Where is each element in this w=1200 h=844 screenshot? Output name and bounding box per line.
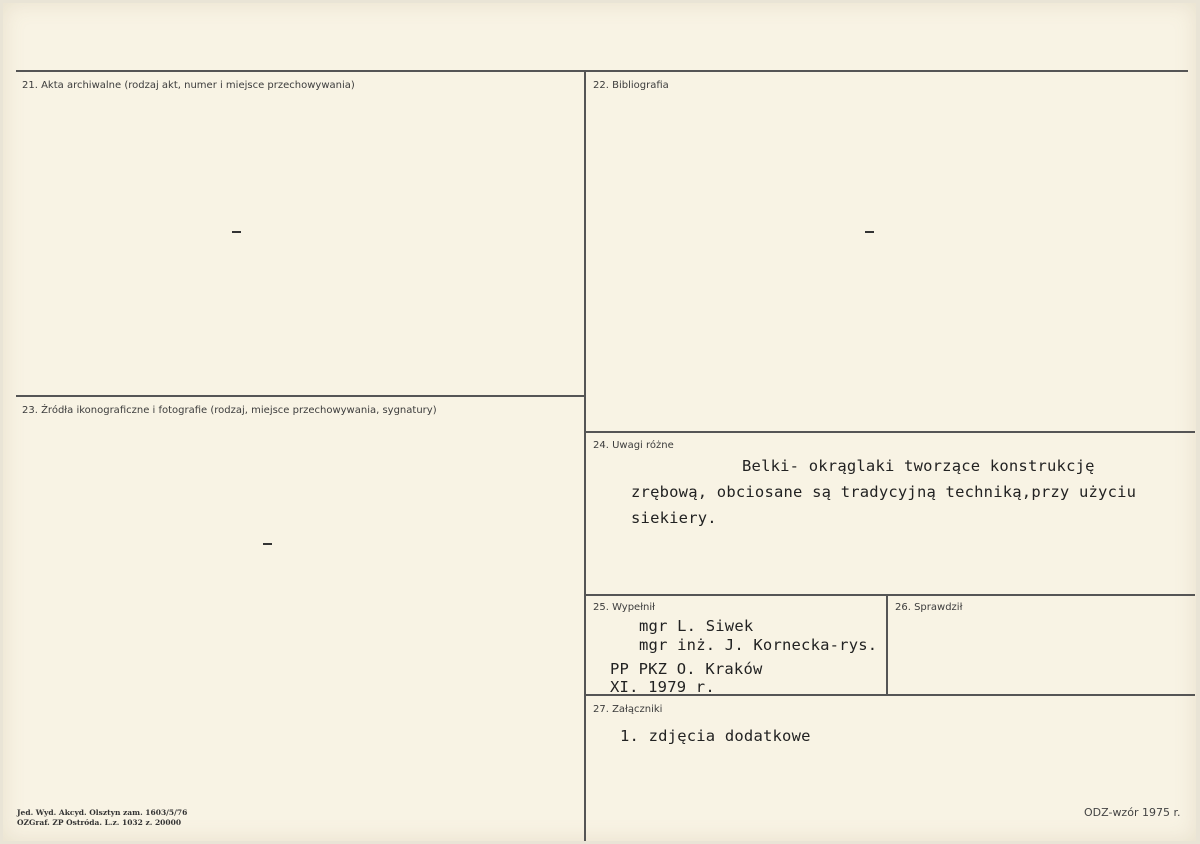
right-rule-24 xyxy=(585,431,1195,433)
section-27-label: 27. Załączniki xyxy=(593,704,663,715)
section-25-line-4: XI. 1979 r. xyxy=(610,678,715,696)
record-card xyxy=(3,3,1196,841)
section-25-line-3: PP PKZ O. Kraków xyxy=(610,660,763,678)
section-22-empty-mark xyxy=(865,231,874,233)
section-24-line-1: Belki- okrąglaki tworzące konstrukcję xyxy=(742,457,1095,475)
section-26-label: 26. Sprawdził xyxy=(895,602,963,613)
section-22-label: 22. Bibliografia xyxy=(593,80,669,91)
left-mid-rule xyxy=(16,395,585,397)
section-21-empty-mark xyxy=(232,231,241,233)
section-25-line-2: mgr inż. J. Kornecka-rys. xyxy=(639,636,878,654)
top-rule xyxy=(16,70,1188,72)
section-27-line-1: 1. zdjęcia dodatkowe xyxy=(620,727,811,745)
section-23-empty-mark xyxy=(263,543,272,545)
section-23-label: 23. Źródła ikonograficzne i fotografie (rodzaj, miejsce przechowywania, sygnatury) xyxy=(22,405,437,416)
form-template-id: ODZ-wzór 1975 r. xyxy=(1084,806,1181,819)
section-24-line-2: zrębową, obciosane są tradycyjną techniką,przy użyciu xyxy=(631,483,1137,501)
section-21-label: 21. Akta archiwalne (rodzaj akt, numer i miejsce przechowywania) xyxy=(22,80,355,91)
section-25-label: 25. Wypełnił xyxy=(593,602,656,613)
section-25-line-1: mgr L. Siwek xyxy=(639,617,754,635)
printer-imprint-line-2: OZGraf. ZP Ostróda. L.z. 1032 z. 20000 xyxy=(17,818,182,827)
divider-25-26 xyxy=(886,594,888,695)
right-rule-25 xyxy=(585,594,1195,596)
section-24-label: 24. Uwagi różne xyxy=(593,440,674,451)
center-divider xyxy=(584,70,586,841)
section-24-line-3: siekiery. xyxy=(631,509,717,527)
printer-imprint-line-1: Jed. Wyd. Akcyd. Olsztyn zam. 1603/5/76 xyxy=(17,808,188,817)
